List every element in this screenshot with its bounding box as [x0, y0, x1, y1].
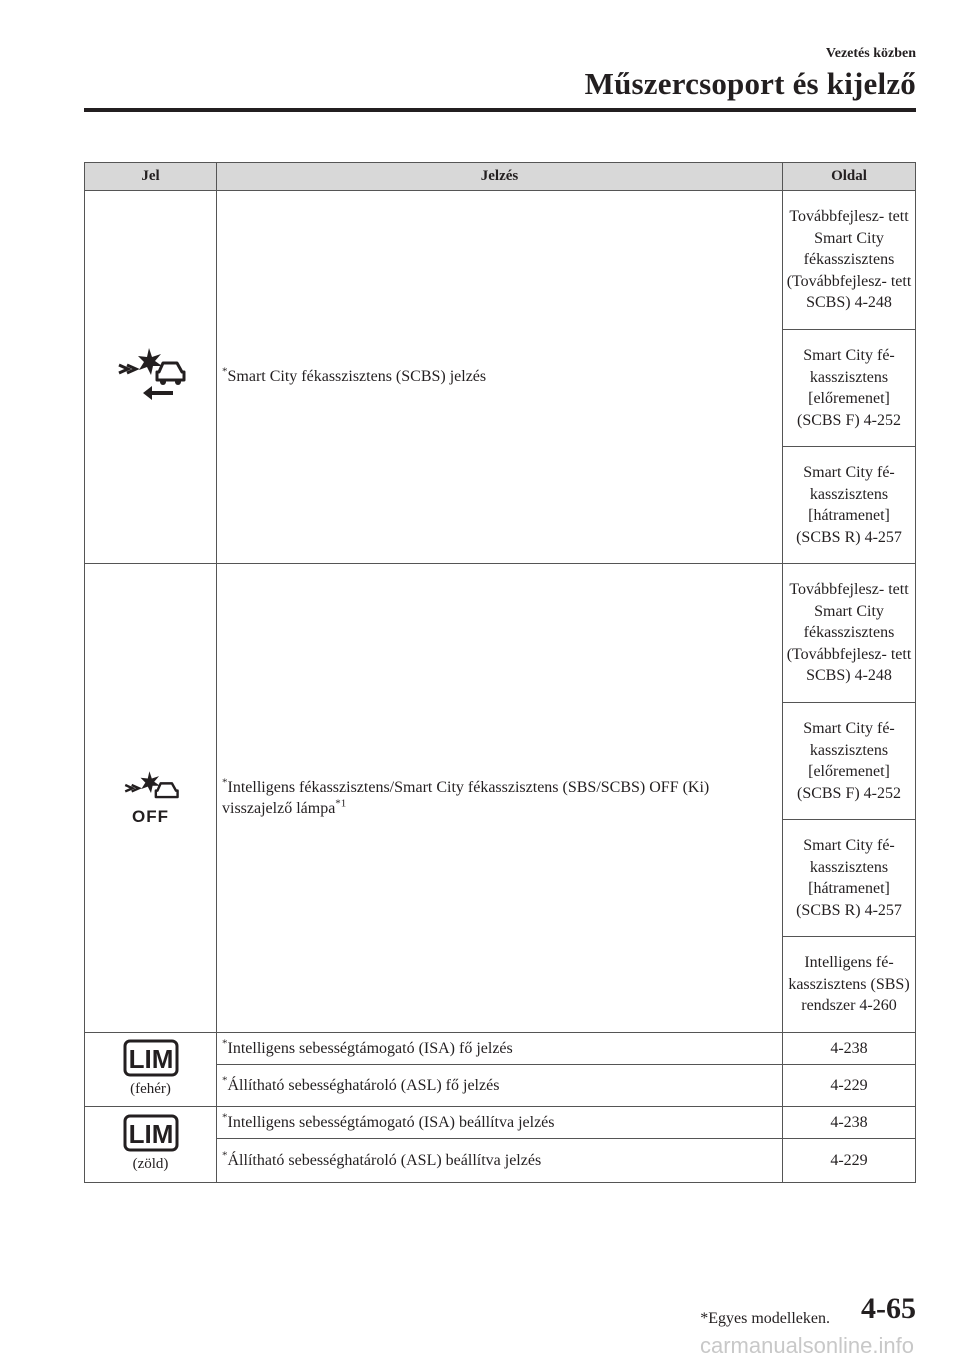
- indication-text: Intelligens sebességtámogató (ISA) fő jelzés: [227, 1039, 513, 1057]
- page-ref: 4-238: [783, 1107, 916, 1139]
- model-asterisk: *: [222, 1074, 228, 1087]
- page-ref: Smart City fé- kasszisztens [előremenet] (SCBS F) 4-252: [783, 703, 916, 820]
- page-ref: 4-238: [783, 1033, 916, 1065]
- page-number: 4-65: [861, 1292, 916, 1325]
- indication-cell: [217, 1033, 783, 1065]
- indication-text: Smart City fékasszisztens (SCBS) jelzés: [227, 368, 487, 386]
- indicator-table: [84, 162, 916, 1183]
- footnote: *Egyes modelleken.: [700, 1310, 830, 1327]
- indication-text: Állítható sebességhatároló (ASL) fő jelzés: [227, 1076, 500, 1094]
- page-ref: Smart City fé- kasszisztens [hátramenet] (SCBS R) 4-257: [783, 820, 916, 937]
- column-header-symbol: Jel: [85, 163, 217, 191]
- model-asterisk: *: [222, 1037, 228, 1050]
- header-rule: [84, 108, 916, 112]
- table-row: [85, 1033, 916, 1065]
- page-ref: Intelligens fé- kasszisztens (SBS) rendszer 4-260: [783, 937, 916, 1033]
- scbs-warning-icon: [115, 346, 187, 402]
- watermark: carmanualsonline.info: [699, 1333, 914, 1358]
- indication-cell: [217, 1107, 783, 1139]
- table-header-row: [85, 163, 916, 191]
- table-row: [85, 564, 916, 703]
- lim-green-icon: [123, 1114, 179, 1152]
- lim-color-caption: (fehér): [130, 1080, 171, 1097]
- chapter-title: Műszercsoport és kijelző: [584, 66, 916, 101]
- indication-cell: [217, 1139, 783, 1183]
- page-ref: Továbbfejlesz- tett Smart City fékasszisztens (Továbbfejlesz- tett SCBS) 4-248: [783, 564, 916, 703]
- indication-cell: [217, 191, 783, 564]
- symbol-cell: [85, 564, 217, 1033]
- model-asterisk: *: [222, 1149, 228, 1162]
- indication-text: Állítható sebességhatároló (ASL) beállítva jelzés: [227, 1151, 542, 1169]
- table-row: [85, 1107, 916, 1139]
- section-title: Vezetés közben: [825, 46, 916, 61]
- model-asterisk: *: [222, 776, 228, 789]
- svg-text:LIM: LIM: [128, 1043, 173, 1074]
- symbol-cell: [85, 191, 217, 564]
- indication-cell: [217, 564, 783, 1033]
- page-ref: Smart City fé- kasszisztens [hátramenet] (SCBS R) 4-257: [783, 447, 916, 564]
- indication-cell: [217, 1065, 783, 1107]
- indication-text: Intelligens fékasszisztens/Smart City fékasszisztens (SBS/SCBS) OFF (Ki) visszajelző lámpa: [222, 778, 710, 817]
- model-asterisk: *: [222, 1111, 228, 1124]
- symbol-cell: [85, 1033, 217, 1107]
- table-row: [85, 191, 916, 330]
- column-header-page: Oldal: [783, 163, 916, 191]
- page-ref: Smart City fé- kasszisztens [előremenet] (SCBS F) 4-252: [783, 330, 916, 447]
- page-ref: 4-229: [783, 1065, 916, 1107]
- scbs-off-icon: [121, 768, 181, 825]
- page-ref: Továbbfejlesz- tett Smart City fékasszisztens (Továbbfejlesz- tett SCBS) 4-248: [783, 191, 916, 330]
- indication-text: Intelligens sebességtámogató (ISA) beállítva jelzés: [227, 1113, 555, 1131]
- lim-white-icon: [123, 1039, 179, 1077]
- symbol-cell: [85, 1107, 217, 1183]
- page-ref: 4-229: [783, 1139, 916, 1183]
- svg-text:LIM: LIM: [128, 1118, 173, 1149]
- model-asterisk: *: [222, 365, 228, 378]
- lim-color-caption: (zöld): [132, 1155, 169, 1172]
- off-label: OFF: [132, 806, 169, 826]
- column-header-indication: Jelzés: [217, 163, 783, 191]
- scbs-off-graphic-icon: [122, 768, 180, 802]
- footnote-marker: *1: [335, 797, 347, 810]
